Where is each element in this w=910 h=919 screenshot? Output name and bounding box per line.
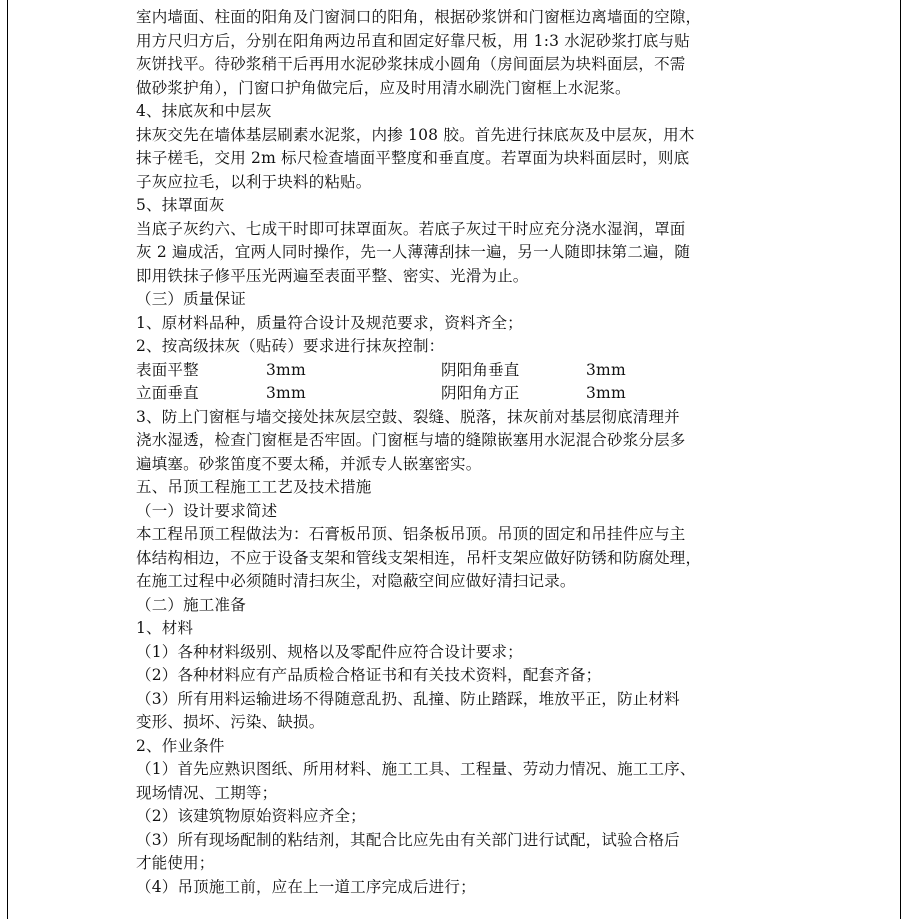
text-line: 3、防上门窗框与墙交接处抹灰层空鼓、裂缝、脱落，抹灰前对基层彻底清理并 xyxy=(136,407,680,426)
chapter-heading: 五、吊顶工程施工工艺及技术措施 xyxy=(136,478,372,496)
tolerance-item: 立面垂直 xyxy=(136,384,199,402)
list-item: （3）所有现场配制的粘结剂，其配合比应先由有关部门进行试配，试验合格后 xyxy=(136,830,680,849)
text-line: 抹灰交先在墙体基层刷素水泥浆，内掺 108 胶。首先进行抹底灰及中层灰，用木 xyxy=(136,125,695,144)
text-line: 做砂浆护角），门窗口护角做完后，应及时用清水刷洗门窗框上水泥浆。 xyxy=(136,78,631,97)
list-item: （2）各种材料应有产品质检合格证书和有关技术资料，配套齐备； xyxy=(136,666,602,684)
text-line: 现场情况、工期等； xyxy=(136,783,278,802)
page-right-border xyxy=(900,0,901,919)
tolerance-value: 3mm xyxy=(586,360,626,379)
subsection-heading: 2、作业条件 xyxy=(136,736,225,755)
text-line: 抹子槎毛，交用 2m 标尺检查墙面平整度和垂直度。若罩面为块料面层时，则底 xyxy=(136,149,690,167)
text-line: 子灰应拉毛，以利于块料的粘贴。 xyxy=(136,172,372,191)
list-item: （3）所有用料运输进场不得随意乱扔、乱撞、防止踏踩，堆放平正，防止材料 xyxy=(136,689,680,708)
section-heading: （一）设计要求简述 xyxy=(136,501,278,520)
tolerance-row xyxy=(136,359,776,383)
tolerance-item: 阴阳角方正 xyxy=(441,384,520,402)
text-line: 2、按高级抹灰（贴砖）要求进行抹灰控制： xyxy=(136,337,445,355)
text-line: 才能使用； xyxy=(136,854,215,872)
tolerance-item: 表面平整 xyxy=(136,360,199,379)
section-heading: （二）施工准备 xyxy=(136,595,246,614)
text-line: 即用铁抹子修平压光两遍至表面平整、密实、光滑为止。 xyxy=(136,266,529,285)
tolerance-item: 阴阳角垂直 xyxy=(441,360,520,379)
text-line: 用方尺归方后，分别在阳角两边吊直和固定好靠尺板，用 1:3 水泥砂浆打底与贴 xyxy=(136,31,690,50)
section-heading: （三）质量保证 xyxy=(136,290,246,308)
tolerance-value: 3mm xyxy=(266,360,306,379)
list-item: （1）首先应熟识图纸、所用材料、施工工具、工程量、劳动力情况、施工工序、 xyxy=(136,760,696,778)
text-line: 灰饼找平。待砂浆稍干后再用水泥砂浆抹成小圆角（房间面层为块料面层，不需 xyxy=(136,55,686,73)
section-heading: 4、抹底灰和中层灰 xyxy=(136,102,272,120)
text-line: 变形、损坏、污染、缺损。 xyxy=(136,713,325,731)
text-line: 当底子灰约六、七成干时即可抹罩面灰。若底子灰过干时应充分浇水湿润，罩面 xyxy=(136,219,686,238)
tolerance-value: 3mm xyxy=(266,384,306,402)
list-item: （2）该建筑物原始资料应齐全； xyxy=(136,807,366,825)
list-item: （1）各种材料级别、规格以及零配件应符合设计要求； xyxy=(136,642,523,661)
text-line: 遍填塞。砂浆笛度不要太稀，并派专人嵌塞密实。 xyxy=(136,454,482,473)
tolerance-row xyxy=(136,382,776,406)
section-heading: 5、抹罩面灰 xyxy=(136,196,225,214)
text-line: 在施工过程中必须随时清扫灰尘，对隐蔽空间应做好清扫记录。 xyxy=(136,572,576,590)
page-left-border xyxy=(7,0,8,919)
text-line: 1、原材料品种，质量符合设计及规范要求，资料齐全； xyxy=(136,313,523,332)
subsection-heading: 1、材料 xyxy=(136,619,194,637)
text-line: 体结构相边，不应于设备支架和管线支架相连，吊杆支架应做好防锈和防腐处理， xyxy=(136,548,702,567)
text-line: 浇水湿透，检查门窗框是否牢固。门窗框与墙的缝隙嵌塞用水泥混合砂浆分层多 xyxy=(136,431,686,449)
list-item: （4）吊顶施工前，应在上一道工序完成后进行； xyxy=(136,877,476,896)
text-line: 本工程吊顶工程做法为：石膏板吊顶、铝条板吊顶。吊顶的固定和吊挂件应与主 xyxy=(136,525,686,543)
text-line: 灰 2 遍成活，宜两人同时操作，先一人薄薄刮抹一遍，另一人随即抹第二遍，随 xyxy=(136,243,691,261)
text-line: 室内墙面、柱面的阳角及门窗洞口的阳角，根据砂浆饼和门窗框边离墙面的空隙， xyxy=(136,8,702,26)
document-body xyxy=(136,6,776,899)
tolerance-value: 3mm xyxy=(586,384,626,402)
